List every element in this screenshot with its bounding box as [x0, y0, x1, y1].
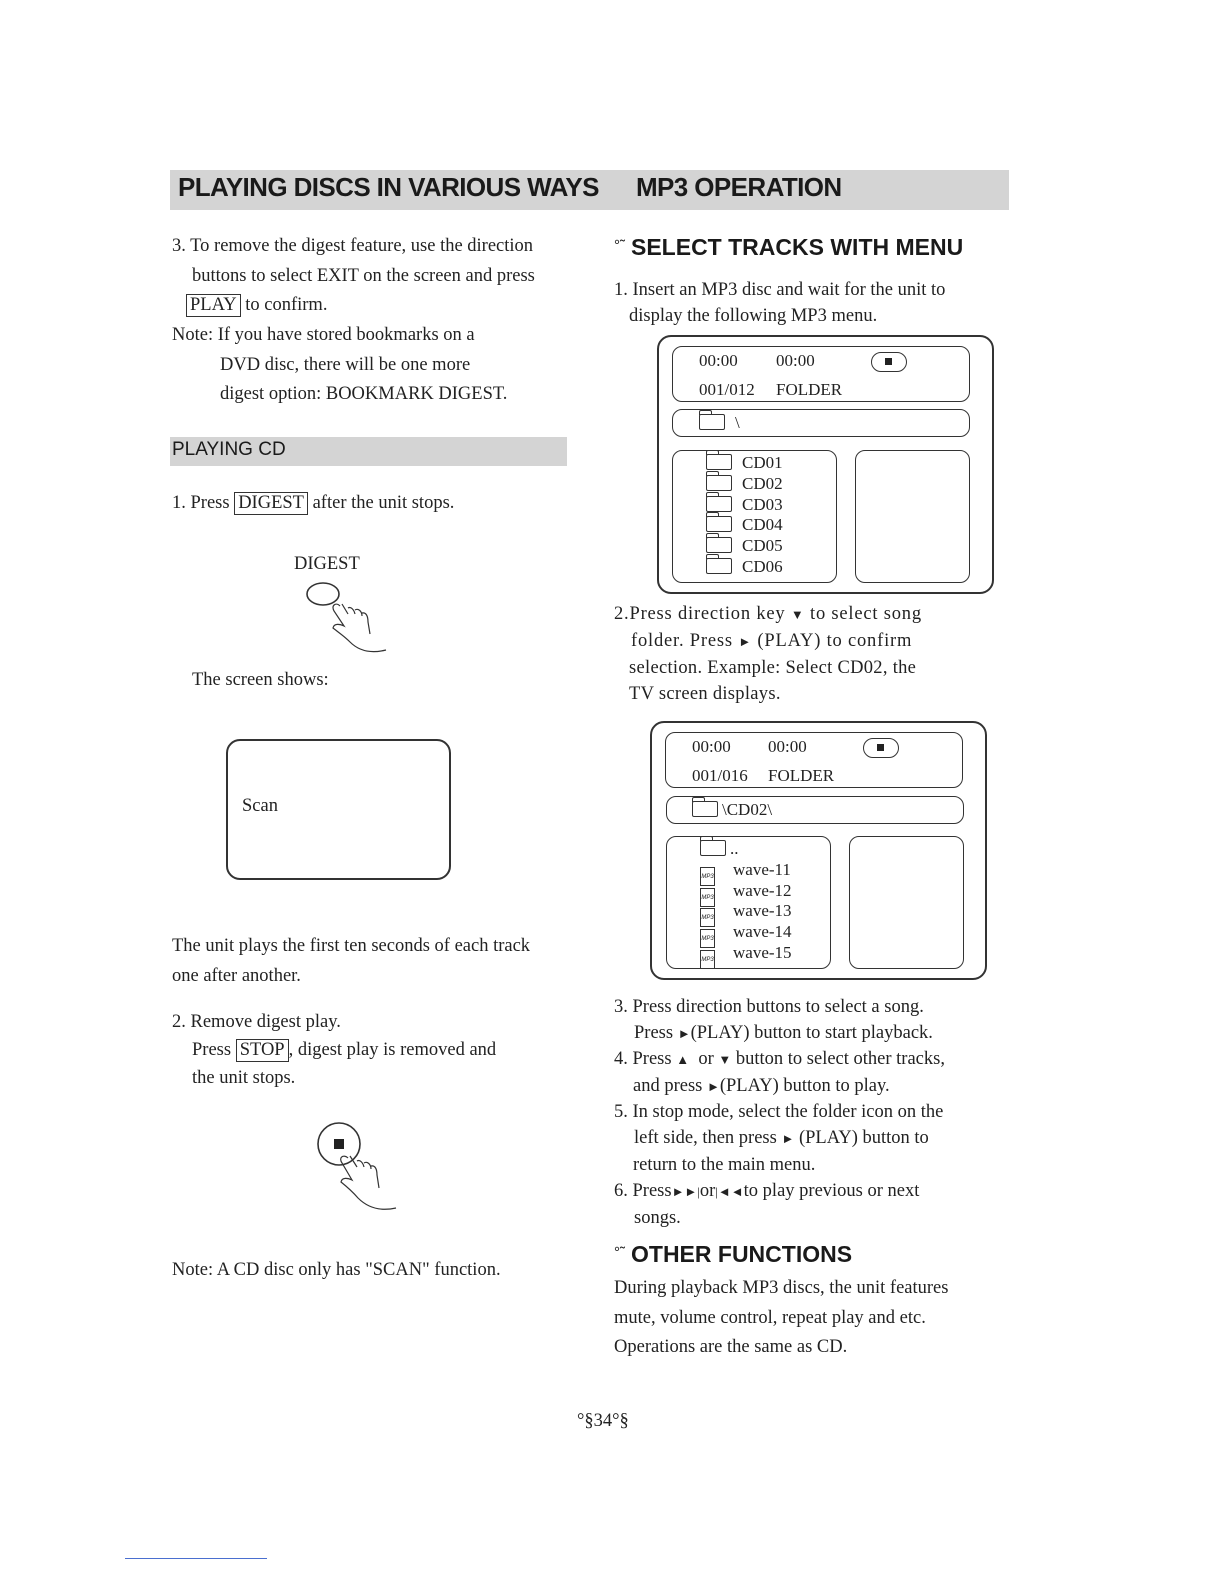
right-section-title: MP3 OPERATION [636, 172, 842, 202]
list-item[interactable]: MP3 wave-14 [700, 922, 792, 943]
stop-key: STOP [236, 1039, 289, 1062]
select-tracks-heading: °˜ SELECT TRACKS WITH MENU [614, 234, 964, 260]
folder-icon [706, 475, 732, 491]
menu2-preview-panel [849, 836, 964, 969]
list-item[interactable]: CD04 [706, 515, 783, 536]
menu2-items [700, 839, 792, 964]
digest-key: DIGEST [234, 492, 308, 515]
menu2-path: \CD02\ [692, 800, 772, 820]
menu2-type: FOLDER [768, 766, 835, 785]
list-item[interactable]: CD06 [706, 557, 783, 578]
playing-cd-heading: PLAYING CD [172, 439, 286, 460]
mp3-menu-1 [657, 335, 994, 594]
page-number: °§34°§ [577, 1411, 629, 1431]
up-arrow-icon: ▲ [676, 1052, 690, 1067]
menu1-items [706, 453, 783, 578]
down-arrow-icon: ▼ [790, 607, 805, 622]
scan-screen-text: Scan [242, 796, 278, 816]
menu1-path: \ [699, 413, 740, 433]
right-step1: 1. Insert an MP3 disc and wait for the unit to display the following MP3 menu. [614, 280, 946, 326]
menu2-count: 001/016 [692, 766, 748, 785]
screen-shows-text: The screen shows: [192, 670, 329, 690]
right-step2: 2.Press direction key ▼ to select song folder. Press ► (PLAY) to confirm selection. Example: Select CD02, the TV screen displays. [614, 604, 922, 704]
prev-track-icon: |◄◄ [715, 1184, 744, 1199]
left-step3: 3. To remove the digest feature, use the direction buttons to select EXIT on the screen and press PLAY to confirm. [172, 236, 535, 315]
play-arrow-icon: ► [677, 1026, 691, 1041]
plays-text: The unit plays the first ten seconds of each track one after another. [172, 936, 531, 986]
list-item-parent[interactable]: .. [700, 839, 792, 860]
list-item[interactable]: MP3 wave-11 [700, 860, 792, 881]
folder-icon [706, 516, 732, 532]
list-item[interactable]: MP3 wave-12 [700, 881, 792, 902]
menu1-time1: 00:00 [699, 351, 738, 370]
menu2-stop-icon [863, 738, 899, 758]
menu1-count: 001/012 [699, 380, 755, 399]
mp3-file-icon: MP3 [700, 888, 715, 907]
list-item[interactable]: CD01 [706, 453, 783, 474]
play-arrow-icon: ► [781, 1131, 795, 1146]
down-arrow-icon: ▼ [718, 1052, 732, 1067]
stop-button-hand-icon [312, 1120, 412, 1216]
left-section-title: PLAYING DISCS IN VARIOUS WAYS [178, 172, 599, 202]
folder-icon [692, 801, 718, 817]
menu1-type: FOLDER [776, 380, 843, 399]
right-step5: 5. In stop mode, select the folder icon on the left side, then press ► (PLAY) button to return to the main menu. [614, 1102, 944, 1175]
folder-icon [699, 414, 725, 430]
menu1-preview-panel [855, 450, 970, 583]
list-item[interactable]: MP3 wave-15 [700, 943, 792, 964]
folder-icon [706, 454, 732, 470]
left-step1: 1. Press DIGEST after the unit stops. [172, 493, 455, 513]
mp3-file-icon: MP3 [700, 929, 715, 948]
next-track-icon: ►►| [671, 1184, 700, 1199]
left-step2: 2. Remove digest play. Press STOP , digest play is removed and the unit stops. [172, 1012, 497, 1088]
list-item[interactable]: MP3 wave-13 [700, 901, 792, 922]
folder-icon [706, 537, 732, 553]
digest-button-label: DIGEST [294, 554, 360, 574]
other-functions-text: During playback MP3 discs, the unit features mute, volume control, repeat play and etc. Operations are the same as CD. [614, 1278, 949, 1357]
play-arrow-icon: ► [738, 634, 752, 649]
menu1-time2: 00:00 [776, 351, 815, 370]
mp3-file-icon: MP3 [700, 908, 715, 927]
list-item[interactable]: CD03 [706, 495, 783, 516]
folder-icon [700, 840, 726, 856]
left-note1: Note: If you have stored bookmarks on a DVD disc, there will be one more digest option: BOOKMARK DIGEST. [172, 325, 508, 404]
play-key: PLAY [186, 294, 241, 317]
mp3-menu-2 [650, 721, 987, 980]
right-step6: 6. Press►►|or|◄◄to play previous or next songs. [614, 1181, 920, 1228]
list-item[interactable]: CD02 [706, 474, 783, 495]
other-functions-heading: °˜ OTHER FUNCTIONS [614, 1241, 853, 1267]
folder-icon [706, 496, 732, 512]
folder-icon [706, 558, 732, 574]
mp3-file-icon: MP3 [700, 867, 715, 886]
left-note2: Note: A CD disc only has "SCAN" function. [172, 1260, 501, 1280]
list-item[interactable]: CD05 [706, 536, 783, 557]
menu1-stop-icon [871, 352, 907, 372]
menu2-time1: 00:00 [692, 737, 731, 756]
right-step4: 4. Press ▲ or ▼ button to select other tracks, and press ►(PLAY) button to play. [614, 1049, 945, 1096]
play-arrow-icon: ► [706, 1079, 720, 1094]
footnote-line [125, 1558, 267, 1559]
right-step3: 3. Press direction buttons to select a song. Press ►(PLAY) button to start playback. [614, 997, 933, 1043]
mp3-file-icon: MP3 [700, 950, 715, 969]
digest-button-hand-icon [300, 578, 395, 658]
menu2-time2: 00:00 [768, 737, 807, 756]
